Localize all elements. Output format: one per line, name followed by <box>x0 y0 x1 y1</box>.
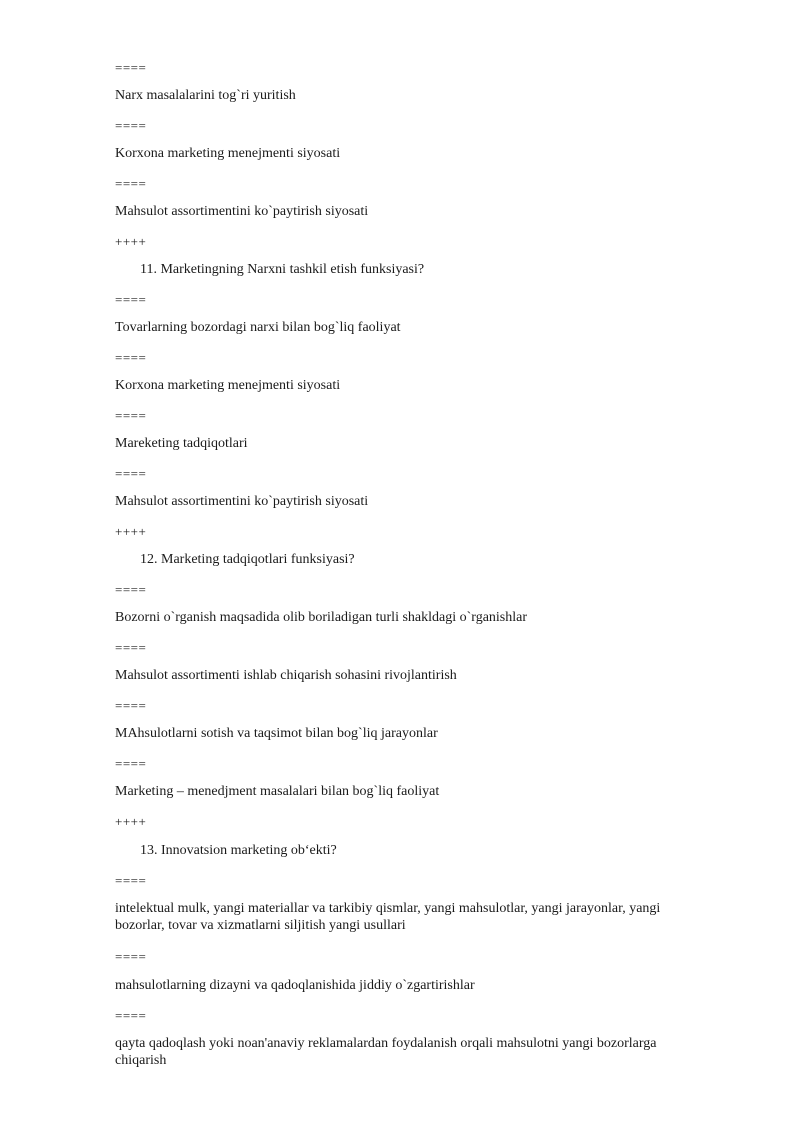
question-11: 11. Marketingning Narxni tashkil etish funksiyasi? <box>140 262 425 277</box>
answer-option: qayta qadoqlash yoki noan'anaviy reklamalardan foydalanish orqali mahsulotni yangi bozorlarga chiqarish <box>115 1036 657 1068</box>
answer-option: Mahsulot assortimentini ko`paytirish siyosati <box>115 494 369 509</box>
answer-option: Mahsulot assortimentini ko`paytirish siyosati <box>115 204 369 219</box>
separator: ==== <box>115 582 147 597</box>
separator: ==== <box>115 1008 147 1023</box>
answer-option: Korxona marketing menejmenti siyosati <box>115 378 341 393</box>
question-13: 13. Innovatsion marketing ob‘ekti? <box>140 843 337 858</box>
separator: ==== <box>115 350 147 365</box>
separator: ==== <box>115 949 147 964</box>
separator: ==== <box>115 756 147 771</box>
separator: ==== <box>115 118 147 133</box>
question-end-marker: ++++ <box>115 814 147 829</box>
separator: ==== <box>115 408 147 423</box>
answer-option: Marketing – menedjment masalalari bilan bog`liq faoliyat <box>115 784 440 799</box>
question-end-marker: ++++ <box>115 234 147 249</box>
answer-option: Bozorni o`rganish maqsadida olib boriladigan turli shakldagi o`rganishlar <box>115 610 528 625</box>
question-end-marker: ++++ <box>115 524 147 539</box>
separator: ==== <box>115 176 147 191</box>
separator: ==== <box>115 60 147 75</box>
answer-option: MAhsulotlarni sotish va taqsimot bilan bog`liq jarayonlar <box>115 726 438 741</box>
answer-option: Mareketing tadqiqotlari <box>115 436 248 451</box>
answer-option: Korxona marketing menejmenti siyosati <box>115 146 341 161</box>
answer-option: Mahsulot assortimenti ishlab chiqarish sohasini rivojlantirish <box>115 668 457 683</box>
answer-option: intelektual mulk, yangi materiallar va tarkibiy qismlar, yangi mahsulotlar, yangi jarayonlar, yangi bozorlar, tovar va xizmatlarni siljitish yangi usullari <box>115 901 661 933</box>
separator: ==== <box>115 292 147 307</box>
separator: ==== <box>115 640 147 655</box>
separator: ==== <box>115 698 147 713</box>
answer-option: mahsulotlarning dizayni va qadoqlanishida jiddiy o`zgartirishlar <box>115 978 475 993</box>
separator: ==== <box>115 873 147 888</box>
answer-option: Tovarlarning bozordagi narxi bilan bog`liq faoliyat <box>115 320 401 335</box>
answer-option: Narx masalalarini tog`ri yuritish <box>115 88 296 103</box>
separator: ==== <box>115 466 147 481</box>
question-12: 12. Marketing tadqiqotlari funksiyasi? <box>140 552 355 567</box>
